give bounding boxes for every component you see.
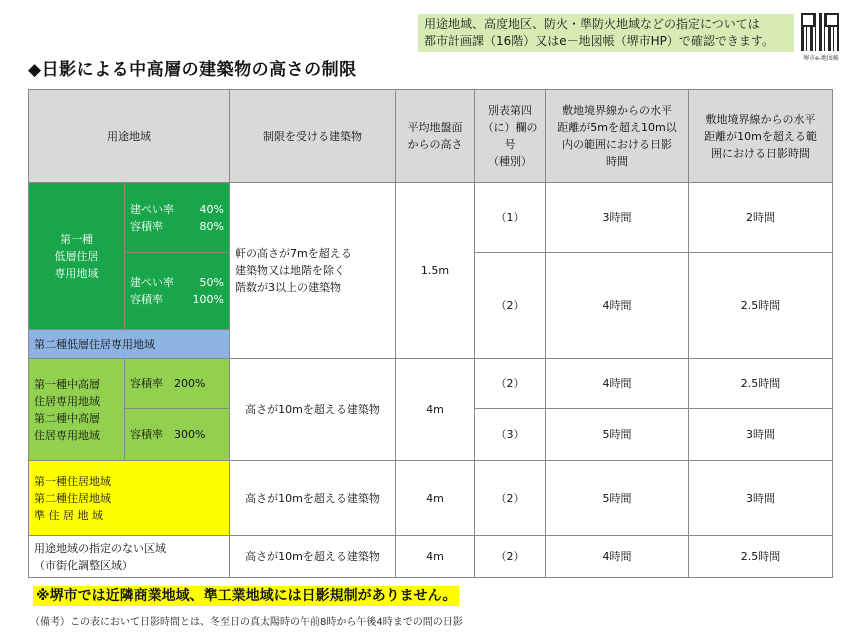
low1-a-coverage-label: 建ぺい率 [130,202,174,216]
table-row [29,183,833,253]
low-a-time-10m: 2時間 [689,183,833,253]
res-time-5-10m: 5時間 [546,461,689,536]
low1-a-far: 80% [199,219,224,233]
low-a-category: （1） [475,183,546,253]
info-notice: 用途地域、高度地区、防火・準防火地域などの指定については 都市計画課（16階）又はe－地図帳（堺市HP）で確認できます。 [418,14,794,52]
zone-low1-b-ratios [125,253,230,330]
low1-b-coverage: 50% [199,276,224,289]
zone-none-name: 用途地域の指定のない区域 （市街化調整区域） [29,536,230,578]
none-category: （2） [475,536,546,578]
shadow-regulation-table [28,89,833,578]
low-b-time-5-10m: 4時間 [546,253,689,359]
none-building-cell: 高さが10mを超える建築物 [230,536,396,578]
header-zone: 用途地域 [29,90,230,183]
low-b-category: （2） [475,253,546,359]
low1-b-coverage-label: 建ぺい率 [130,276,174,289]
zone-low2-name: 第二種低層住居専用地域 [29,330,230,359]
table-row [29,359,833,409]
header-building: 制限を受ける建築物 [230,90,396,183]
qr-caption: 堺市e-地図帳 [803,55,839,62]
low-building-cell: 軒の高さが7mを超える 建築物又は地階を除く 階数が3以上の建築物 [230,183,396,359]
low-a-time-5-10m: 3時間 [546,183,689,253]
none-time-5-10m: 4時間 [546,536,689,578]
page-title: ◆日影による中高層の建築物の高さの制限 [28,60,357,80]
low-b-time-10m: 2.5時間 [689,253,833,359]
low1-b-far: 100% [192,293,224,306]
low1-a-far-label: 容積率 [130,219,163,233]
exemption-note: ※堺市では近隣商業地域、準工業地域には日影規制がありません。 [33,586,459,606]
mid-building-cell: 高さが10mを超える建築物 [230,359,396,461]
res-height-cell: 4m [396,461,475,536]
mid-a-time-10m: 2.5時間 [689,359,833,409]
table-row [29,461,833,536]
mid-b-time-5-10m: 5時間 [546,409,689,461]
mid-b-category: （3） [475,409,546,461]
low1-a-coverage: 40% [199,202,224,216]
res-building-cell: 高さが10mを超える建築物 [230,461,396,536]
mid-b-time-10m: 3時間 [689,409,833,461]
table-row [29,536,833,578]
low1-b-far-label: 容積率 [130,293,163,306]
qr-code-icon[interactable] [801,13,839,51]
mid-a-category: （2） [475,359,546,409]
mid-height-cell: 4m [396,359,475,461]
header-height: 平均地盤面 からの高さ [396,90,475,183]
none-time-10m: 2.5時間 [689,536,833,578]
zone-mid-b-far: 容積率 300% [125,409,230,461]
table-header-row [29,90,833,183]
zone-res-name: 第一種住居地域 第二種住居地域 準 住 居 地 域 [29,461,230,536]
low-height-cell: 1.5m [396,183,475,359]
zone-mid-a-far: 容積率 200% [125,359,230,409]
res-time-10m: 3時間 [689,461,833,536]
header-time-5-10m: 敷地境界線からの水平 距離が5mを超え10m以 内の範囲における日影 時間 [546,90,689,183]
zone-mid-name: 第一種中高層 住居専用地域 第二種中高層 住居専用地域 [29,359,125,461]
remark-note: （備考）この表において日影時間とは、冬至日の真太陽時の午前8時から午後4時までの間の日影 [30,617,463,628]
zone-low1-a-ratios [125,183,230,253]
zone-low1-name: 第一種 低層住居 専用地域 [29,183,125,330]
mid-a-time-5-10m: 4時間 [546,359,689,409]
res-category: （2） [475,461,546,536]
header-category: 別表第四 （に）欄の号 （種別） [475,90,546,183]
header-time-10m: 敷地境界線からの水平 距離が10mを超える範 囲における日影時間 [689,90,833,183]
none-height-cell: 4m [396,536,475,578]
